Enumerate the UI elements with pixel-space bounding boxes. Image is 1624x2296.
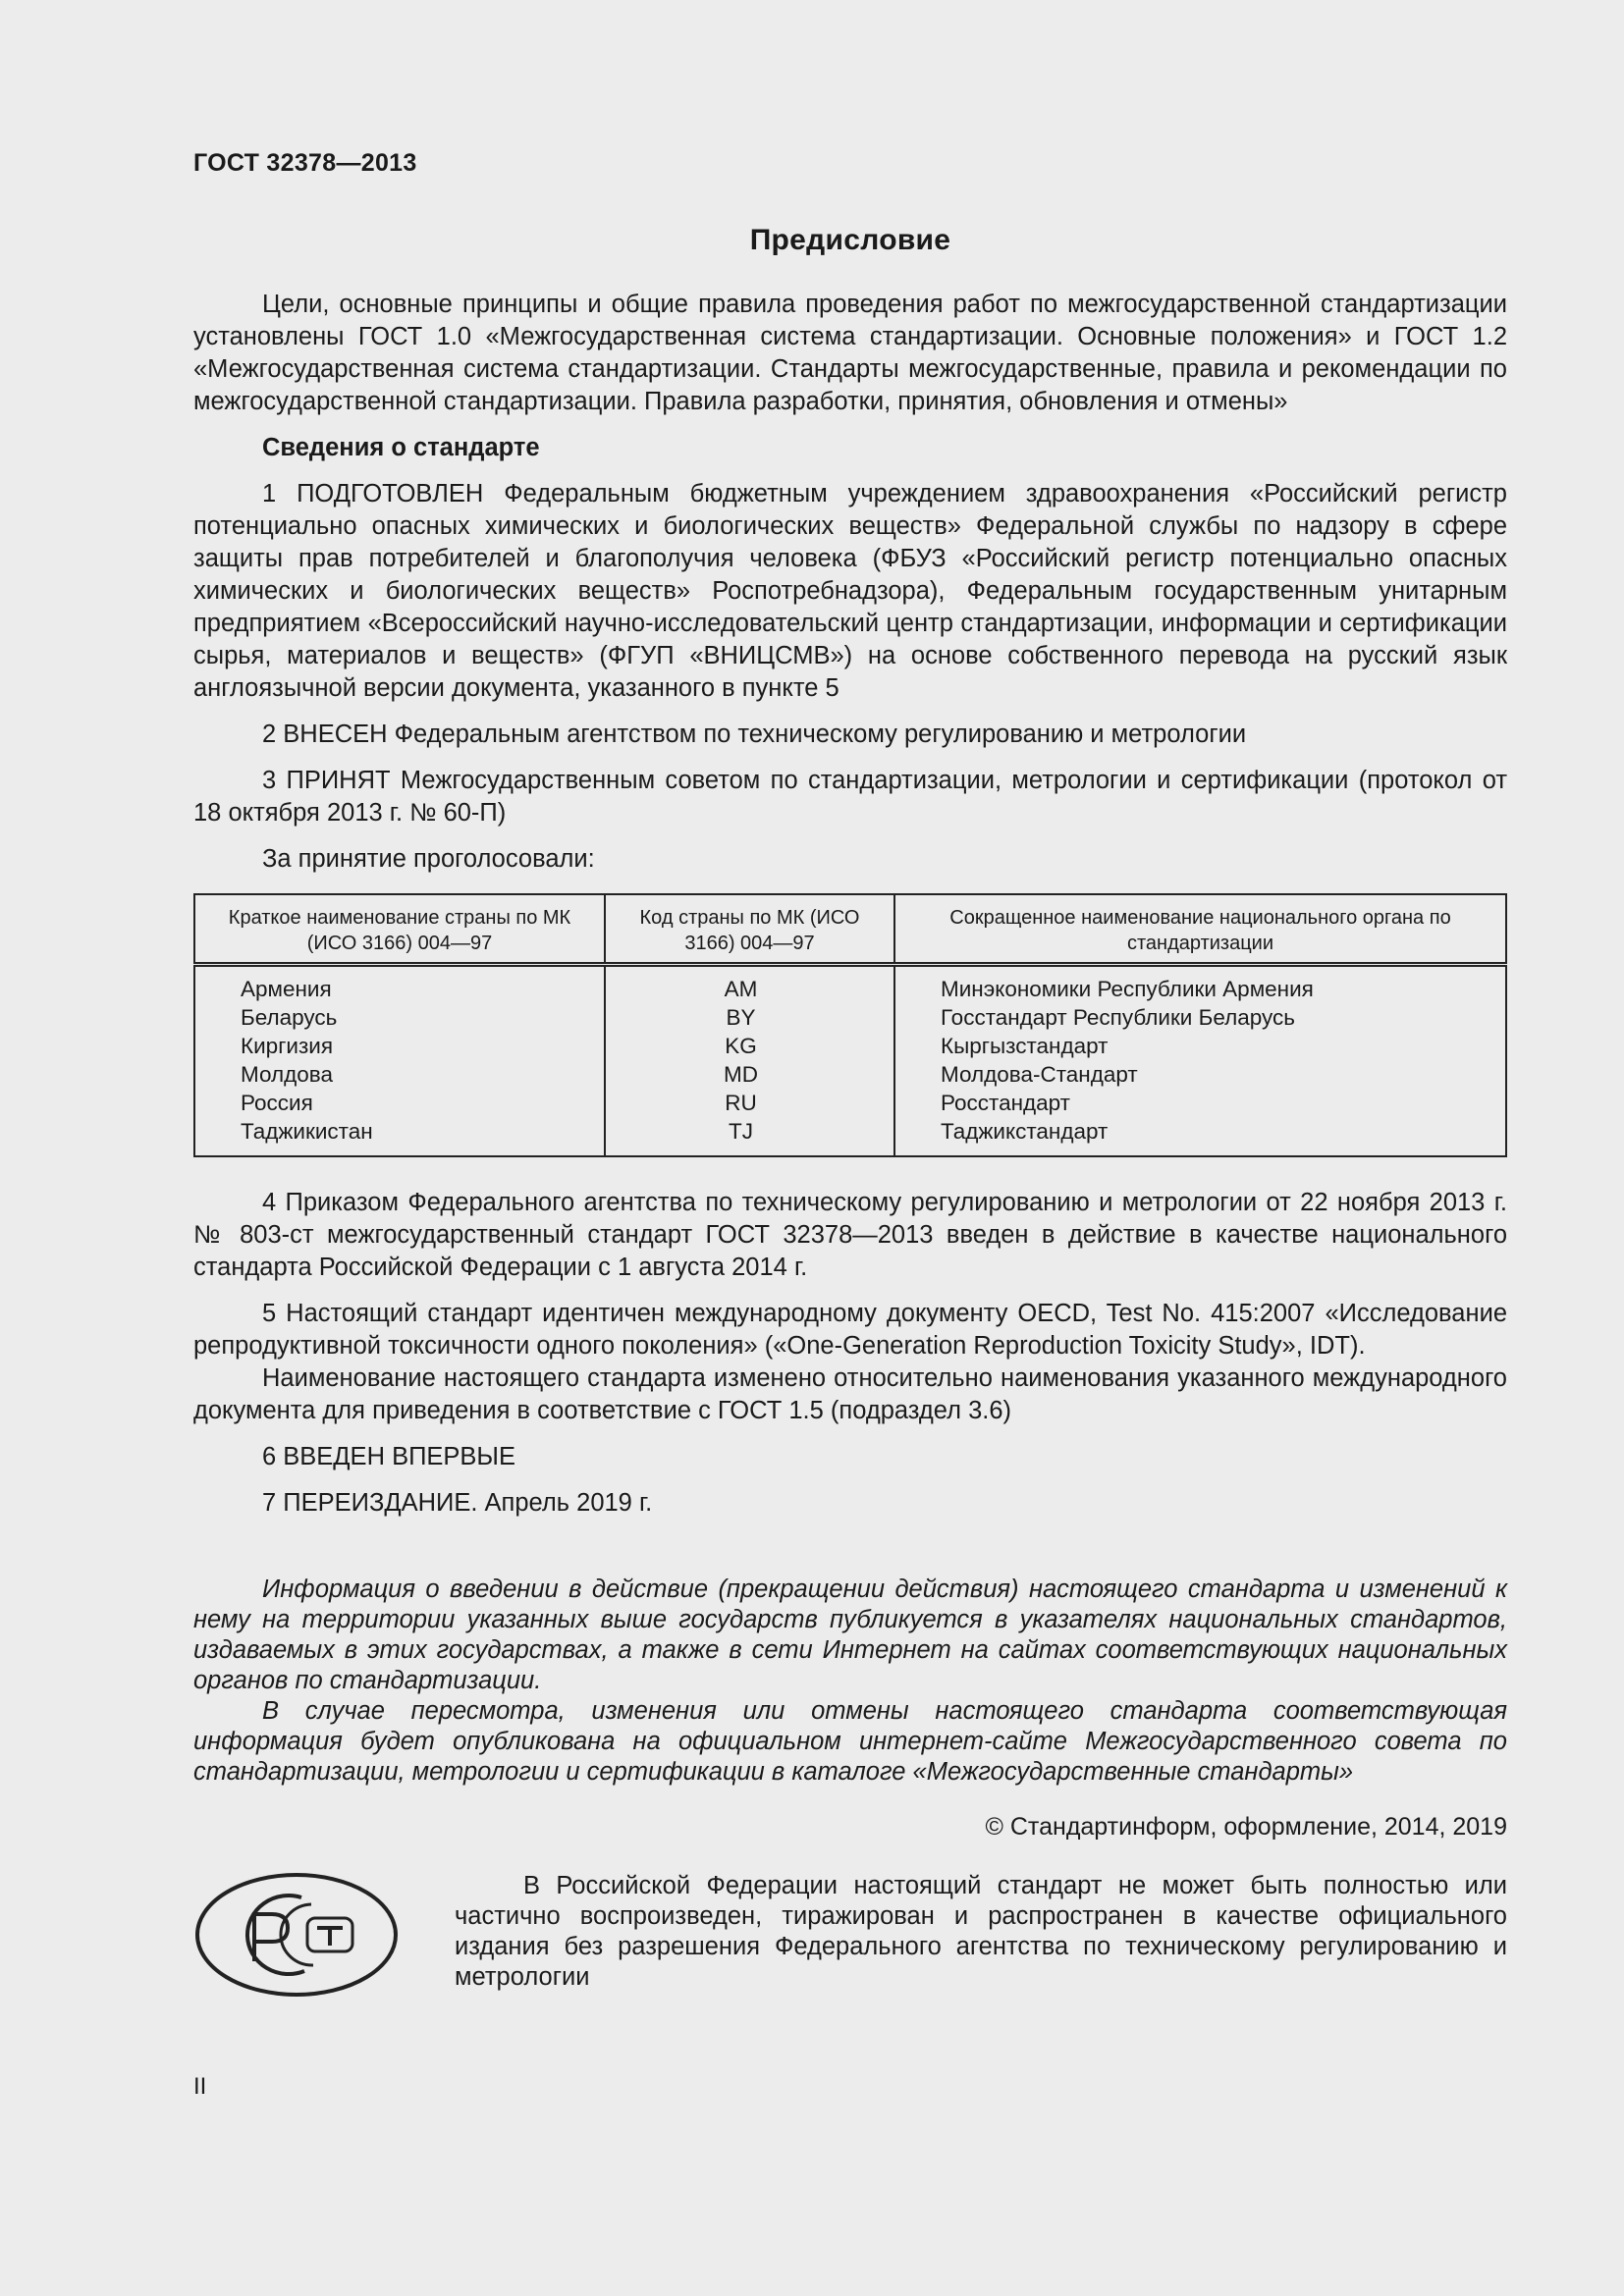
reproduction-notice-block	[193, 1871, 1507, 1999]
page-title: Предисловие	[749, 224, 951, 256]
notice-paragraph-2: В случае пересмотра, изменения или отмены настоящего стандарта соответствующая информация будет опубликована на официальном интернет-сайте Межгосударственного совета по стандартизации, метрологии и сертификации в каталоге «Межгосударственные стандарты»	[193, 1697, 1507, 1786]
voting-countries-table	[193, 893, 1507, 1157]
country-code: AM	[724, 977, 758, 1001]
country-name: Россия	[241, 1091, 313, 1115]
country-code: KG	[725, 1034, 757, 1058]
reproduction-notice	[455, 1871, 1507, 1993]
page-number: II	[193, 2073, 207, 2100]
country-name: Молдова	[241, 1062, 333, 1087]
organization-column	[894, 965, 1506, 1157]
document-code-header: ГОСТ 32378—2013	[193, 149, 417, 177]
standard-info-heading: Сведения о стандарте	[262, 434, 540, 461]
country-name: Киргизия	[241, 1034, 334, 1058]
country-code: RU	[725, 1091, 757, 1115]
publication-notice	[193, 1575, 1507, 1788]
organization-name: Росстандарт	[941, 1091, 1070, 1115]
table-row	[194, 965, 1506, 1157]
foreword-content	[193, 224, 1507, 1999]
intro-paragraph: Цели, основные принципы и общие правила проведения работ по межгосударственной стандартизации установлены ГОСТ 1.0 «Межгосударственная система стандартизации. Основные положения» и ГОСТ 1.2 «Межгосударственная система стандартизации. Стандарты межгосударственные, правила и рекомендации по межгосударственной стандартизации. Правила разработки, принятия, обновления и отмены»	[193, 291, 1507, 415]
rst-certification-mark-icon	[193, 1871, 400, 1999]
organization-name: Минэкономики Республики Армения	[941, 977, 1314, 1001]
item-3-adopted: 3 ПРИНЯТ Межгосударственным советом по стандартизации, метрологии и сертификации (протокол от 18 октября 2013 г. № 60-П)	[193, 767, 1507, 827]
notice-paragraph-1: Информация о введении в действие (прекращении действия) настоящего стандарта и изменений к нему на территории указанных выше государств публикуется в указателях национальных стандартов, издаваемых в этих государствах, а также в сети Интернет на сайтах соответствующих национальных органов по стандартизации.	[193, 1575, 1507, 1694]
item-1-prepared: 1 ПОДГОТОВЛЕН Федеральным бюджетным учреждением здравоохранения «Российский регистр потенциально опасных химических и биологических веществ» Федеральной службы по надзору в сфере защиты прав потребителей и благополучия человека (ФБУЗ «Российский регистр потенциально опасных химических и биологических веществ» Роспотребнадзора), Федеральным государственным унитарным предприятием «Всероссийский научно-исследовательский центр стандартизации, информации и сертификации сырья, материалов и веществ» (ФГУП «ВНИЦСМВ») на основе собственного перевода на русский язык англоязычной версии документа, указанного в пункте 5	[193, 480, 1507, 702]
country-column	[194, 965, 605, 1157]
organization-name: Кыргызстандарт	[941, 1034, 1109, 1058]
copyright-line: © Стандартинформ, оформление, 2014, 2019	[985, 1813, 1507, 1841]
country-code: BY	[726, 1005, 756, 1030]
column-header-code: Код страны по МК (ИСО 3166) 004—97	[605, 894, 894, 965]
item-4-order: 4 Приказом Федерального агентства по техническому регулированию и метрологии от 22 ноября 2013 г. № 803-ст межгосударственный стандарт ГОСТ 32378—2013 введен в действие в качестве национального стандарта Российской Федерации с 1 августа 2014 г.	[193, 1189, 1507, 1281]
code-column	[605, 965, 894, 1157]
item-7-reissue: 7 ПЕРЕИЗДАНИЕ. Апрель 2019 г.	[262, 1489, 653, 1517]
country-code: TJ	[729, 1119, 753, 1144]
table-header-row	[194, 894, 1506, 965]
country-name: Таджикистан	[241, 1119, 373, 1144]
organization-name: Молдова-Стандарт	[941, 1062, 1138, 1087]
item-6-first-introduced: 6 ВВЕДЕН ВПЕРВЫЕ	[262, 1443, 516, 1470]
column-header-organization: Сокращенное наименование национального органа по стандартизации	[894, 894, 1506, 965]
country-name: Армения	[241, 977, 332, 1001]
column-header-country: Краткое наименование страны по МК (ИСО 3166) 004—97	[194, 894, 605, 965]
vote-intro: За принятие проголосовали:	[262, 845, 595, 873]
country-code: MD	[724, 1062, 758, 1087]
reproduction-notice-text: В Российской Федерации настоящий стандарт не может быть полностью или частично воспроизведен, тиражирован и распространен в качестве официального издания без разрешения Федерального агентства по техническому регулированию и метрологии	[455, 1872, 1507, 1991]
item-5-note: Наименование настоящего стандарта изменено относительно наименования указанного международного документа для приведения в соответствие с ГОСТ 1.5 (подраздел 3.6)	[193, 1364, 1507, 1424]
item-2-submitted: 2 ВНЕСЕН Федеральным агентством по техническому регулированию и метрологии	[262, 721, 1247, 748]
country-name: Беларусь	[241, 1005, 338, 1030]
item-5-identical: 5 Настоящий стандарт идентичен международному документу OECD, Test No. 415:2007 «Исследование репродуктивной токсичности одного поколения» («One-Generation Reproduction Toxicity Study», IDT).	[193, 1300, 1507, 1360]
organization-name: Госстандарт Республики Беларусь	[941, 1005, 1296, 1030]
organization-name: Таджикстандарт	[941, 1119, 1109, 1144]
